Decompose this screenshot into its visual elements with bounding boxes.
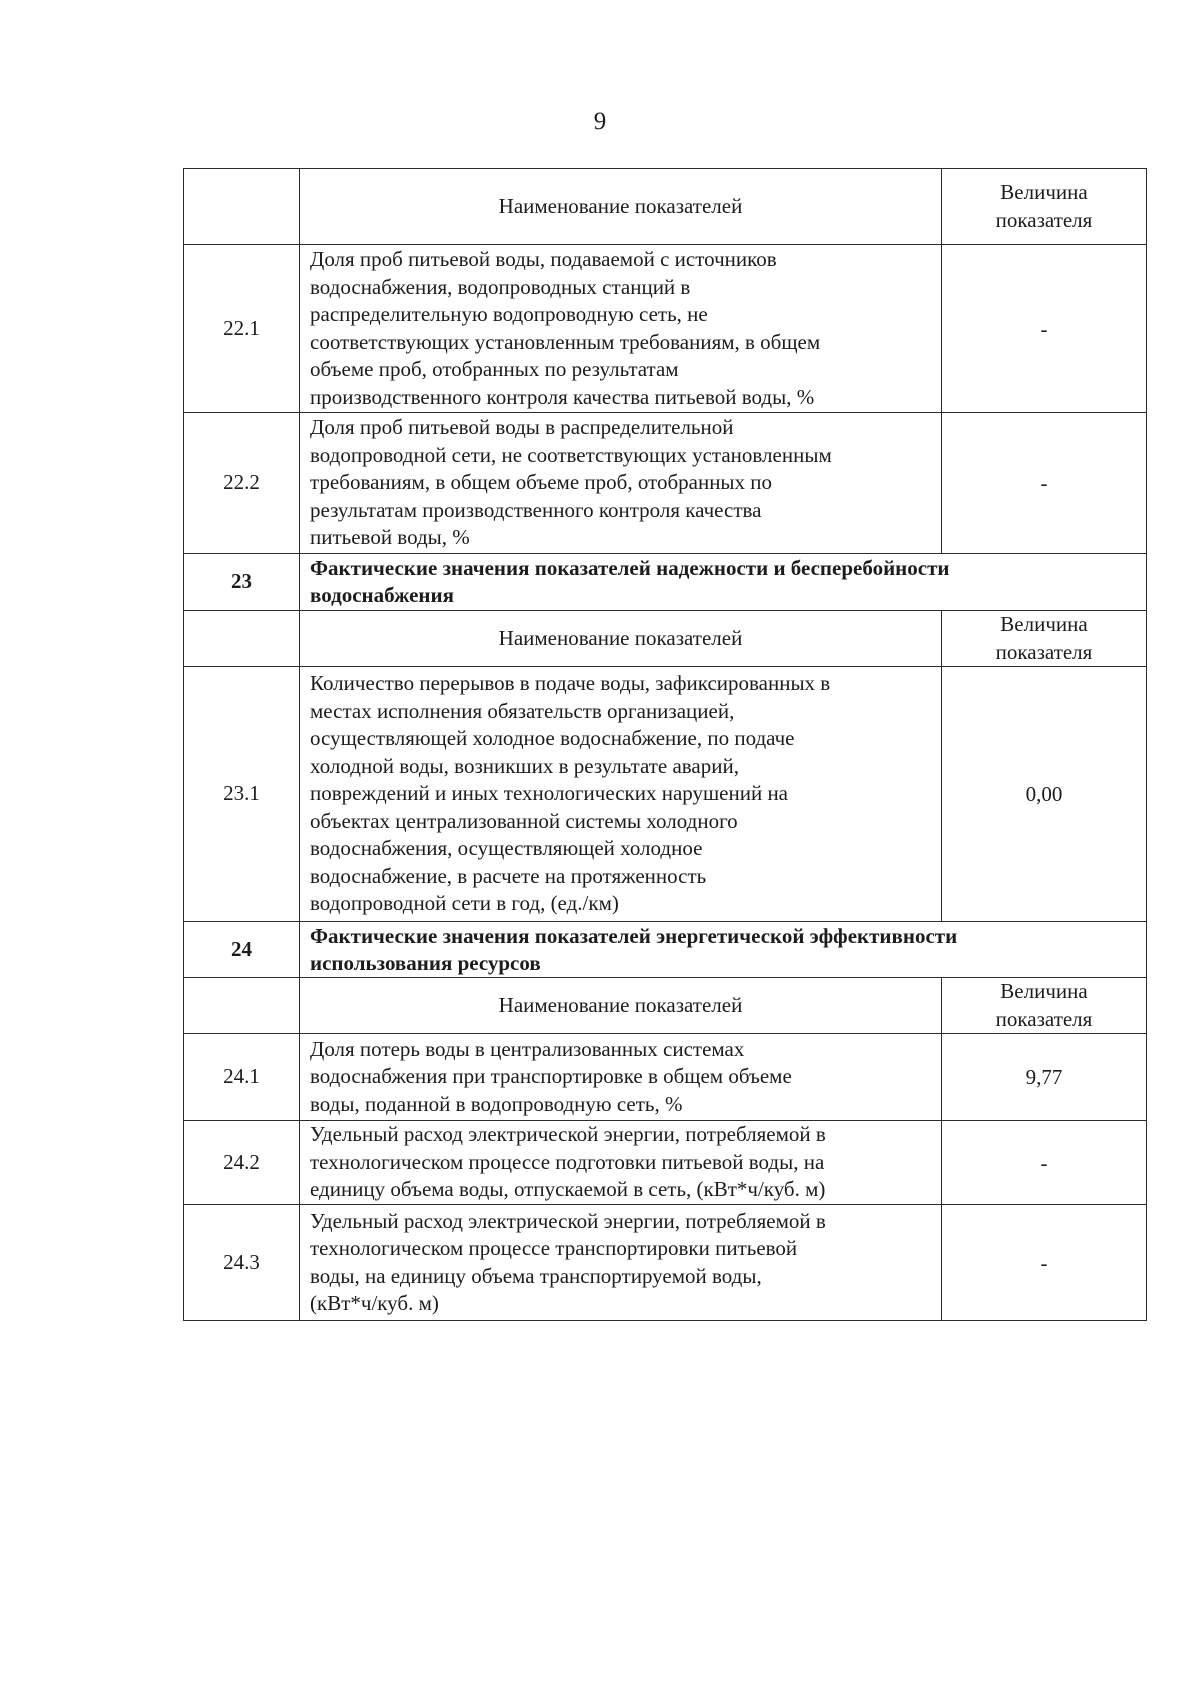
row-description <box>300 413 942 554</box>
row-value: - <box>942 413 1147 554</box>
page-number: 9 <box>593 108 607 135</box>
row-number: 24.2 <box>184 1121 300 1205</box>
row-number: 24.1 <box>184 1034 300 1121</box>
description-line: (кВт*ч/куб. м) <box>310 1291 439 1315</box>
row-description <box>300 1121 942 1205</box>
description-line: Доля потерь воды в централизованных системах <box>310 1036 745 1061</box>
header-value-cell <box>942 978 1147 1034</box>
row-value: 9,77 <box>942 1034 1147 1121</box>
description-line: осуществляющей холодное водоснабжение, по подаче <box>310 726 795 751</box>
row-description <box>300 245 942 413</box>
row-value: - <box>942 1205 1147 1321</box>
table-row <box>184 1205 1147 1321</box>
row-description <box>300 667 942 922</box>
header-num-cell <box>184 978 300 1034</box>
table-header-row <box>184 611 1147 667</box>
header-value-line1: Величина <box>1000 612 1088 636</box>
description-line: технологическом процессе транспортировки питьевой <box>310 1236 798 1260</box>
description-line: Доля проб питьевой воды, подаваемой с источников <box>310 247 777 271</box>
section-title-line: водоснабжения <box>310 583 454 607</box>
section-title-line: Фактические значения показателей надежности и бесперебойности <box>310 556 950 580</box>
row-value: - <box>942 1121 1147 1205</box>
description-line: Удельный расход электрической энергии, потребляемой в <box>310 1208 826 1233</box>
table-row <box>184 245 1147 413</box>
description-line: водоснабжение, в расчете на протяженность <box>310 863 707 888</box>
description-line: водоснабжения при транспортировке в общем объеме <box>310 1064 792 1089</box>
header-value-cell <box>942 169 1147 245</box>
description-line: производственного контроля качества питьевой воды, % <box>310 384 815 409</box>
table-header-row <box>184 169 1147 245</box>
description-line: воды, на единицу объема транспортируемой воды, <box>310 1263 762 1288</box>
section-number: 24 <box>184 922 300 978</box>
indicators-table <box>183 168 1147 1321</box>
section-title <box>300 554 1147 611</box>
description-line: единицу объема воды, отпускаемой в сеть, (кВт*ч/куб. м) <box>310 1177 826 1202</box>
header-value-cell <box>942 611 1147 667</box>
row-number: 24.3 <box>184 1205 300 1321</box>
table-row <box>184 413 1147 554</box>
description-line: технологическом процессе подготовки питьевой воды, на <box>310 1149 825 1174</box>
description-line: водопроводной сети в год, (ед./км) <box>310 891 619 916</box>
description-line: Удельный расход электрической энергии, потребляемой в <box>310 1122 826 1147</box>
section-title-line: Фактические значения показателей энергетической эффективности <box>310 923 958 948</box>
description-line: местах исполнения обязательств организацией, <box>310 698 735 723</box>
section-row <box>184 554 1147 611</box>
description-line: холодной воды, возникших в результате аварий, <box>310 753 739 778</box>
description-line: Доля проб питьевой воды в распределительной <box>310 415 734 440</box>
row-description <box>300 1205 942 1321</box>
row-number: 22.2 <box>184 413 300 554</box>
description-line: соответствующих установленным требованиям, в общем <box>310 329 821 354</box>
description-line: требованиям, в общем объеме проб, отобранных по <box>310 470 773 495</box>
header-num-cell <box>184 169 300 245</box>
section-number: 23 <box>184 554 300 611</box>
description-line: водоснабжения, осуществляющей холодное <box>310 836 703 861</box>
header-value-line2: показателя <box>995 207 1093 232</box>
row-value: - <box>942 245 1147 413</box>
row-description <box>300 1034 942 1121</box>
row-value: 0,00 <box>942 667 1147 922</box>
section-title-line: использования ресурсов <box>310 950 541 975</box>
description-line: результатам производственного контроля качества <box>310 497 762 522</box>
description-line: питьевой воды, % <box>310 525 470 550</box>
table-header-row <box>184 978 1147 1034</box>
header-name-cell: Наименование показателей <box>300 611 942 667</box>
description-line: повреждений и иных технологических нарушений на <box>310 781 789 806</box>
header-value-line1: Величина <box>1000 979 1088 1003</box>
row-number: 23.1 <box>184 667 300 922</box>
section-title <box>300 922 1147 978</box>
description-line: объеме проб, отобранных по результатам <box>310 357 679 381</box>
header-name-cell: Наименование показателей <box>300 169 942 245</box>
header-value-line2: показателя <box>995 639 1093 664</box>
table-row <box>184 667 1147 922</box>
description-line: распределительную водопроводную сеть, не <box>310 302 708 326</box>
table-row <box>184 1034 1147 1121</box>
table-row <box>184 1121 1147 1205</box>
description-line: воды, поданной в водопроводную сеть, % <box>310 1091 683 1116</box>
row-number: 22.1 <box>184 245 300 413</box>
description-line: водопроводной сети, не соответствующих установленным <box>310 442 832 467</box>
header-value-line2: показателя <box>995 1006 1093 1031</box>
header-num-cell <box>184 611 300 667</box>
description-line: Количество перерывов в подаче воды, зафиксированных в <box>310 671 831 696</box>
section-row <box>184 922 1147 978</box>
description-line: объектах централизованной системы холодного <box>310 808 738 833</box>
description-line: водоснабжения, водопроводных станций в <box>310 274 691 299</box>
header-value-line1: Величина <box>1000 180 1088 204</box>
header-name-cell: Наименование показателей <box>300 978 942 1034</box>
